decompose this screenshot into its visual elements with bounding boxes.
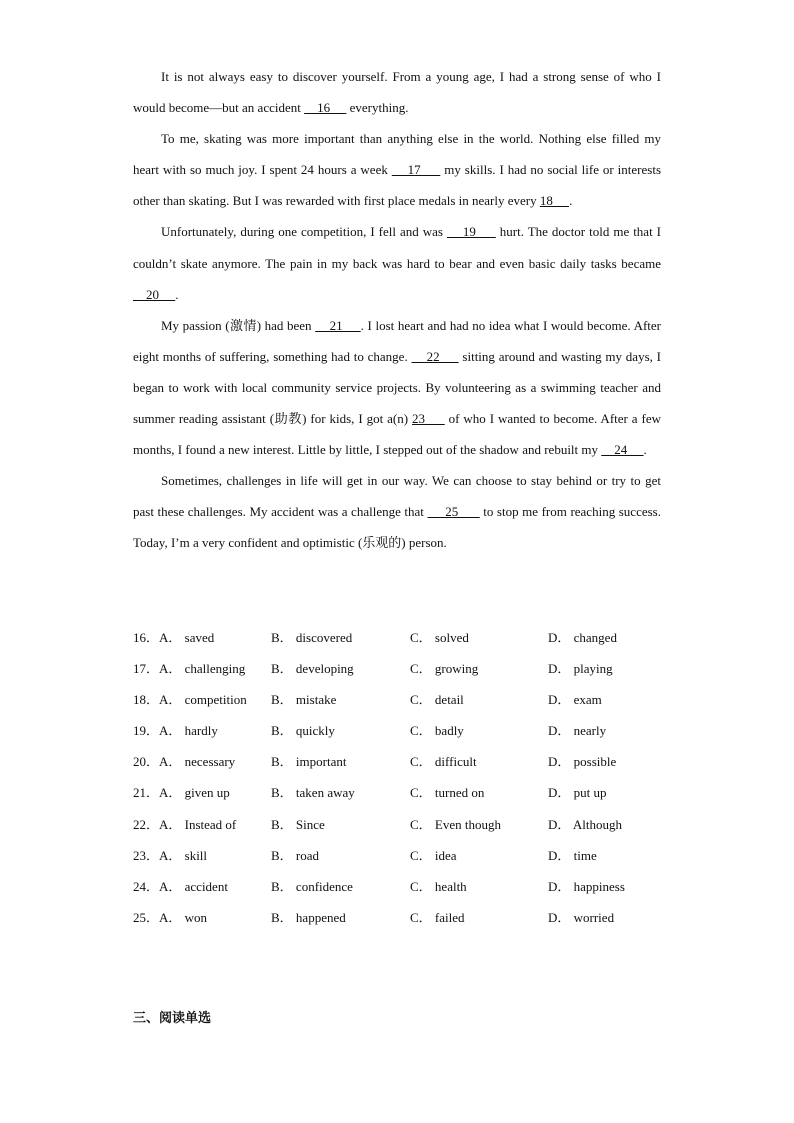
paragraph-text: . bbox=[643, 442, 647, 458]
question-18-options bbox=[133, 684, 661, 715]
option-b: B． road bbox=[271, 847, 320, 863]
option-a: 25．A． won bbox=[133, 909, 208, 925]
question-20-options bbox=[133, 746, 661, 777]
question-25-options bbox=[133, 902, 661, 933]
option-a: 22．A． Instead of bbox=[133, 816, 237, 832]
option-d: D． happiness bbox=[548, 878, 625, 894]
option-d: D． changed bbox=[548, 630, 617, 645]
paragraph-text: To me, skating was more important than anything else in the world. Nothing else filled my heart with so much joy. I spent 24 hours a week bbox=[133, 131, 661, 178]
option-c: C． Even though bbox=[410, 816, 501, 832]
option-b: B． developing bbox=[271, 661, 354, 677]
option-b: B． taken away bbox=[271, 785, 355, 801]
option-c: C． solved bbox=[410, 630, 469, 645]
blank-16: 16 bbox=[304, 100, 347, 116]
option-a: 20．A． necessary bbox=[133, 754, 236, 770]
question-19-options bbox=[133, 715, 661, 746]
paragraph-text: sitting around and wasting my days, I began to work with local community service projects. By volunteering as a swimming teacher and summer reading assistant (助教) for kids, I got a(n) bbox=[133, 348, 662, 427]
paragraph-text: of who I wanted to become. After a few months, I found a new interest. Little by little, I stepped out of the shadow and rebuilt my bbox=[133, 411, 661, 458]
option-d: D． possible bbox=[548, 754, 617, 770]
paragraph-text: It is not always easy to discover yourself. From a young age, I had a strong sense of who I would become—but an accident bbox=[133, 69, 661, 116]
blank-23: 23 bbox=[412, 411, 445, 427]
option-b: B． confidence bbox=[271, 878, 353, 894]
paragraph-4 bbox=[133, 310, 661, 465]
option-b: B． happened bbox=[271, 909, 346, 925]
cloze-passage bbox=[133, 61, 661, 559]
option-d: D． put up bbox=[548, 785, 607, 801]
option-d: D． nearly bbox=[548, 723, 607, 739]
blank-18: 18 bbox=[539, 193, 570, 209]
option-a: 16．A． saved bbox=[133, 630, 215, 645]
option-d: D． time bbox=[548, 847, 597, 863]
paragraph-text: Unfortunately, during one competition, I fell and was bbox=[161, 224, 447, 240]
section-heading: 三、阅读单选 bbox=[133, 1011, 212, 1026]
blank-19: 19 bbox=[446, 224, 496, 240]
option-b: B． quickly bbox=[271, 723, 335, 739]
option-c: C． detail bbox=[410, 692, 464, 708]
option-b: B． important bbox=[271, 754, 347, 770]
question-22-options bbox=[133, 809, 661, 840]
option-c: C． failed bbox=[410, 909, 465, 925]
option-a: 18．A． competition bbox=[133, 692, 247, 708]
paragraph-text: to stop me from reaching success. Today, I’m a very confident and optimistic (乐观的) person. bbox=[133, 504, 661, 551]
option-b: B． discovered bbox=[271, 630, 353, 645]
paragraph-text: Sometimes, challenges in life will get in our way. We can choose to stay behind or try to get past these challenges. My accident was a challenge that bbox=[133, 473, 661, 520]
question-21-options bbox=[133, 777, 661, 808]
option-b: B． Since bbox=[271, 816, 325, 832]
option-c: C． growing bbox=[410, 661, 479, 677]
option-c: C． difficult bbox=[410, 754, 477, 770]
question-16-options bbox=[133, 622, 661, 653]
option-c: C． idea bbox=[410, 847, 457, 863]
paragraph-text: everything. bbox=[346, 100, 409, 116]
option-c: C． health bbox=[410, 878, 467, 894]
option-a: 21．A． given up bbox=[133, 785, 230, 801]
question-17-options bbox=[133, 653, 661, 684]
blank-21: 21 bbox=[315, 317, 361, 333]
paragraph-text: My passion (激情) had been bbox=[161, 317, 316, 333]
answer-options bbox=[133, 622, 661, 933]
paragraph-1 bbox=[133, 61, 661, 123]
option-d: D． Although bbox=[548, 816, 623, 832]
option-a: 17．A． challenging bbox=[133, 661, 246, 677]
blank-20: 20 bbox=[133, 286, 176, 302]
option-c: C． turned on bbox=[410, 785, 485, 801]
blank-25: 25 bbox=[427, 504, 480, 520]
paragraph-3 bbox=[133, 216, 661, 309]
paragraph-2 bbox=[133, 123, 661, 216]
option-d: D． playing bbox=[548, 661, 613, 677]
paragraph-text: hurt. The doctor told me that I couldn’t skate anymore. The pain in my back was hard to bear and even basic daily tasks became bbox=[133, 224, 662, 271]
paragraph-text: . I lost heart and had no idea what I would become. After eight months of suffering, something had to change. bbox=[133, 317, 662, 364]
option-d: D． worried bbox=[548, 909, 615, 925]
paragraph-text: my skills. I had no social life or interests other than skating. But I was rewarded with first place medals in nearly every bbox=[133, 162, 661, 209]
option-c: C． badly bbox=[410, 723, 464, 739]
option-a: 24．A． accident bbox=[133, 878, 228, 894]
option-b: B． mistake bbox=[271, 692, 337, 708]
option-a: 23．A． skill bbox=[133, 847, 208, 863]
option-a: 19．A． hardly bbox=[133, 723, 218, 739]
paragraph-text: . bbox=[569, 193, 573, 209]
blank-24: 24 bbox=[601, 442, 644, 458]
question-24-options bbox=[133, 871, 661, 902]
paragraph-5 bbox=[133, 465, 661, 558]
blank-22: 22 bbox=[411, 348, 459, 364]
paragraph-text: . bbox=[175, 286, 179, 302]
blank-17: 17 bbox=[391, 162, 441, 178]
question-23-options bbox=[133, 840, 661, 871]
option-d: D． exam bbox=[548, 692, 602, 708]
